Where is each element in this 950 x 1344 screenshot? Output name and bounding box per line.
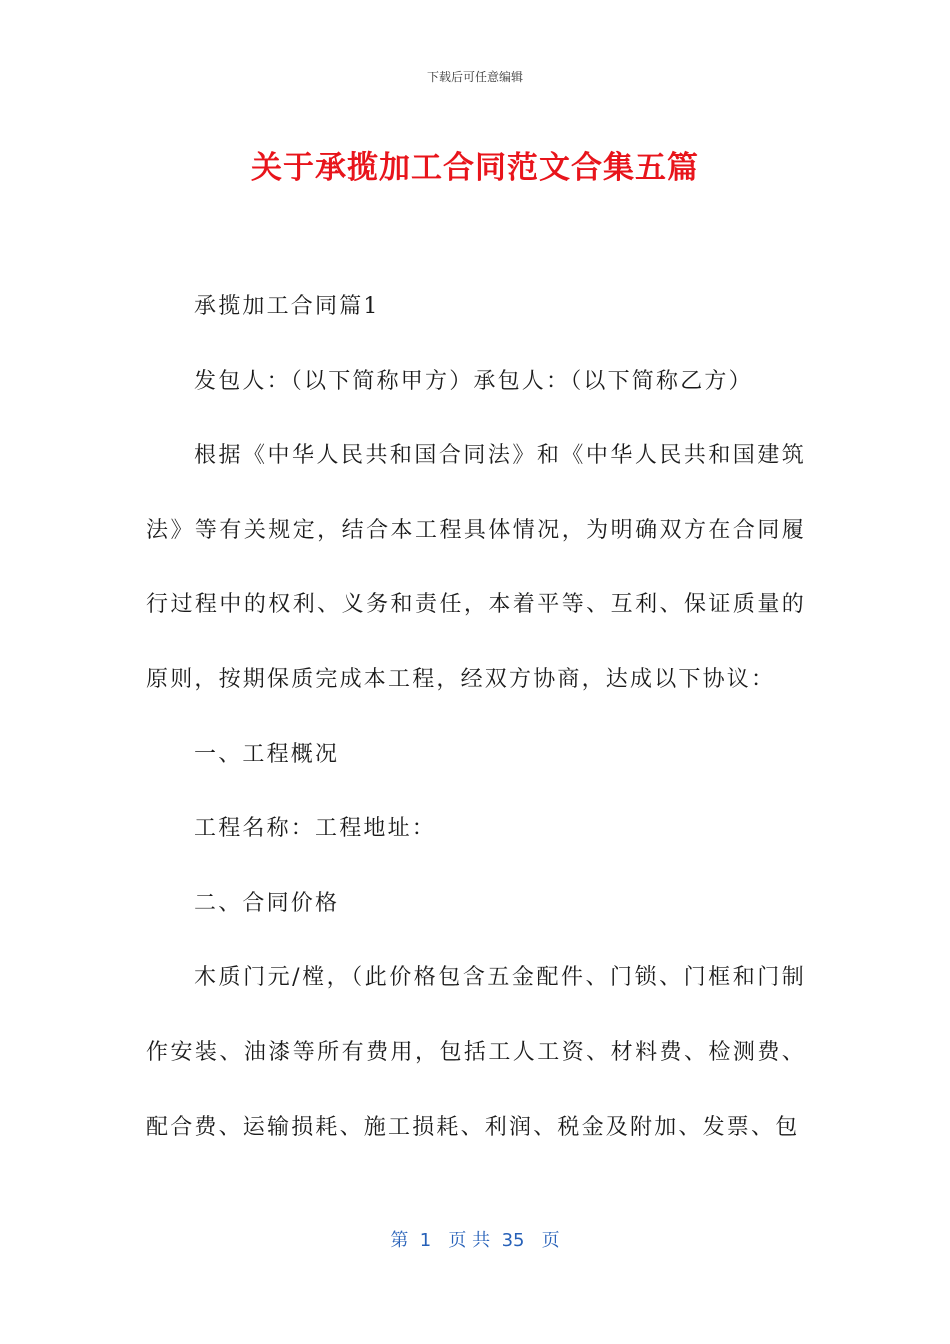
paragraph: 根据《中华人民共和国合同法》和《中华人民共和国建筑法》等有关规定，结合本工程具体情况，为明确双方在合同履行过程中的权利、义务和责任，本着平等、互利、保证质量的原则，按期保质完成本工程，经双方协商，达成以下协议： — [146, 443, 806, 692]
section-heading: 二、合同价格 — [194, 890, 340, 916]
paragraph: 发包人：（以下简称甲方）承包人：（以下简称乙方） — [194, 368, 753, 394]
document-body — [146, 270, 806, 1165]
section-heading: 一、工程概况 — [194, 741, 340, 767]
page-number: 第 1 页 共 35 页 — [390, 1230, 560, 1251]
header-note: 下载后可任意编辑 — [426, 70, 523, 84]
section-heading: 承揽加工合同篇1 — [194, 294, 380, 319]
document-title: 关于承揽加工合同范文合集五篇 — [251, 150, 699, 186]
paragraph: 木质门元/樘，（此价格包含五金配件、门锁、门框和门制作安装、油漆等所有费用，包括工人工资、材料费、检测费、配合费、运输损耗、施工损耗、利润、税金及附加、发票、包 — [146, 965, 806, 1140]
paragraph: 工程名称：工程地址： — [194, 816, 437, 842]
